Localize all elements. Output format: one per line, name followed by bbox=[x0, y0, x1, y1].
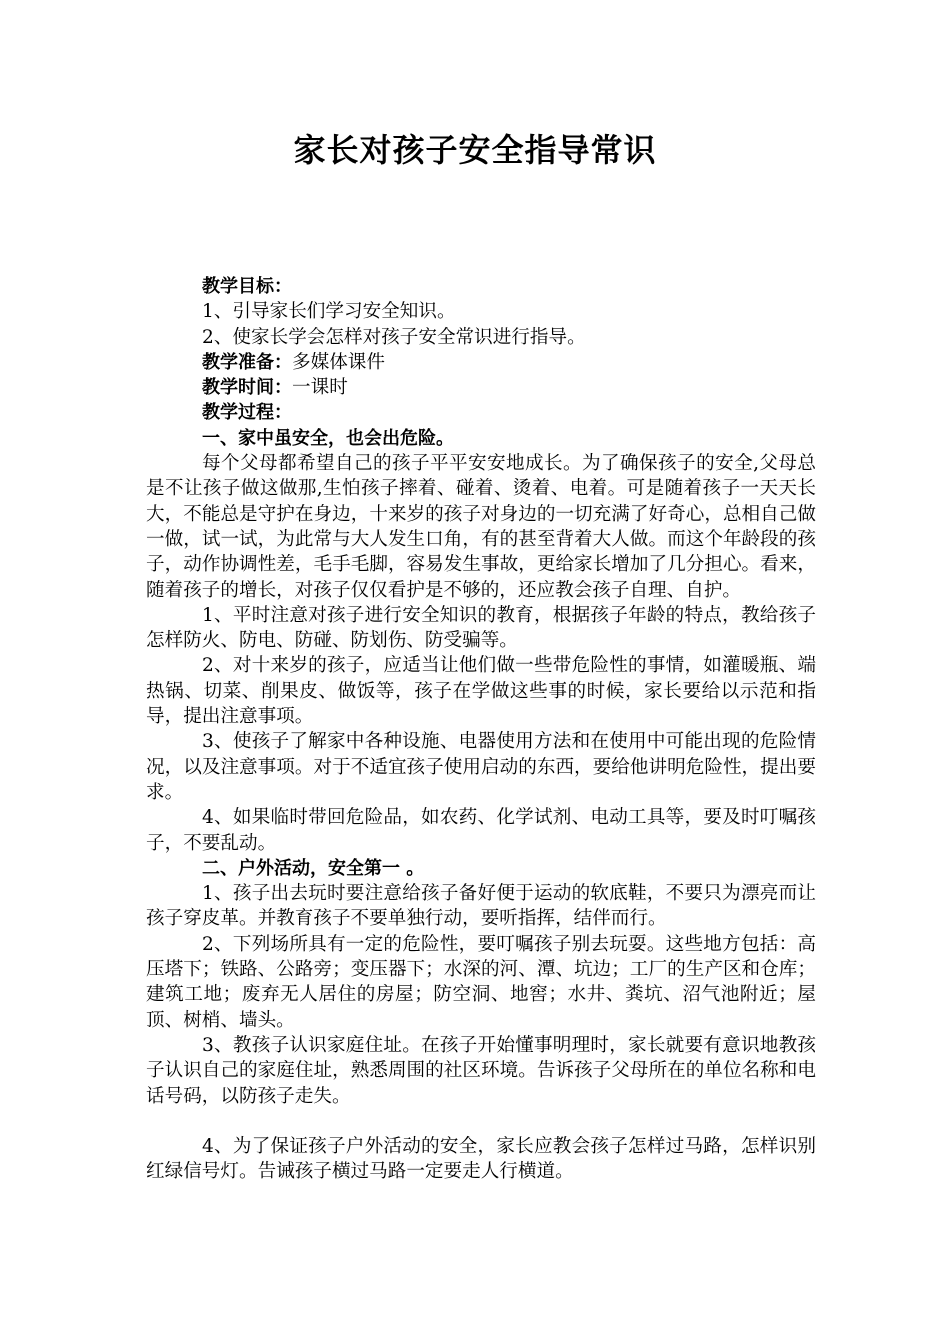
time-line bbox=[146, 375, 816, 400]
process-line bbox=[146, 400, 816, 425]
section-1-intro: 每个父母都希望自己的孩子平平安安地成长。为了确保孩子的安全,父母总是不让孩子做这做那,生怕孩子摔着、碰着、烫着、电着。可是随着孩子一天天长大，不能总是守护在身边，十来岁的孩子对身边的一切充满了好奇心，总相自己做一做，试一试，为此常与大人发生口角，有的甚至背着大人做。而这个年龄段的孩子，动作协调性差，毛手毛脚，容易发生事故，更给家长增加了几分担心。看来，随着孩子的增长，对孩子仅仅看护是不够的，还应教会孩子自理、自护。 bbox=[146, 453, 816, 601]
section-1-item-4: 4、如果临时带回危险品，如农药、化学试剂、电动工具等，要及时叮嘱孩子，不要乱动。 bbox=[146, 807, 816, 854]
document-title: 家长对孩子安全指导常识 bbox=[293, 131, 657, 169]
section-1-heading bbox=[146, 426, 816, 451]
section-2-heading bbox=[146, 856, 816, 881]
section-1-heading-text: 一、家中虽安全，也会出危险。 bbox=[202, 427, 454, 449]
time-label: 教学时间： bbox=[202, 377, 292, 399]
prep-value: 多媒体课件 bbox=[292, 351, 385, 373]
section-1-item-1: 1、平时注意对孩子进行安全知识的教育，根据孩子年龄的特点，教给孩子怎样防火、防电、防碰、防划伤、防受骗等。 bbox=[146, 604, 816, 652]
section-2-item-2: 2、下列场所具有一定的危险性，要叮嘱孩子别去玩耍。这些地方包括：高压塔下；铁路、公路旁；变压器下；水深的河、潭、坑边；工厂的生产区和仓库；建筑工地；废弃无人居住的房屋；防空洞、地窖；水井、粪坑、沼气池附近；屋顶、树梢、墙头。 bbox=[146, 933, 816, 1031]
section-1-item-3: 3、使孩子了解家中各种设施、电器使用方法和在使用中可能出现的危险情况，以及注意事项。对于不适宜孩子使用启动的东西，要给他讲明危险性，提出要求。 bbox=[146, 731, 816, 803]
section-2-item-3: 3、教孩子认识家庭住址。在孩子开始懂事明理时，家长就要有意识地教孩子认识自己的家庭住址，熟悉周围的社区环境。告诉孩子父母所在的单位名称和电话号码，以防孩子走失。 bbox=[146, 1034, 816, 1107]
blank-line bbox=[146, 1109, 816, 1134]
section-2-item-1: 1、孩子出去玩时要注意给孩子备好便于运动的软底鞋，不要只为漂亮而让孩子穿皮革。并教育孩子不要单独行动，要听指挥，结伴而行。 bbox=[146, 883, 816, 930]
section-1-item-2: 2、对十来岁的孩子，应适当让他们做一些带危险性的事情，如灌暖瓶、端热锅、切菜、削果皮、做饭等，孩子在学做这些事的时候，家长要给以示范和指导，提出注意事项。 bbox=[146, 655, 816, 728]
goal-item-2: 2、使家长学会怎样对孩子安全常识进行指导。 bbox=[202, 326, 586, 348]
goal-line bbox=[146, 274, 816, 299]
section-2-heading-text: 二、户外活动，安全第一 。 bbox=[202, 857, 425, 879]
prep-label: 教学准备： bbox=[202, 351, 292, 373]
document-body bbox=[146, 274, 816, 1185]
goal-item-1: 1、引导家长们学习安全知识。 bbox=[202, 301, 456, 323]
process-label: 教学过程： bbox=[202, 402, 292, 424]
section-2-item-4: 4、为了保证孩子户外活动的安全，家长应教会孩子怎样过马路，怎样识别红绿信号灯。告诫孩子横过马路一定要走人行横道。 bbox=[146, 1136, 816, 1183]
prep-line bbox=[146, 350, 816, 375]
goal-label: 教学目标： bbox=[202, 276, 292, 297]
time-value: 一课时 bbox=[292, 377, 348, 399]
